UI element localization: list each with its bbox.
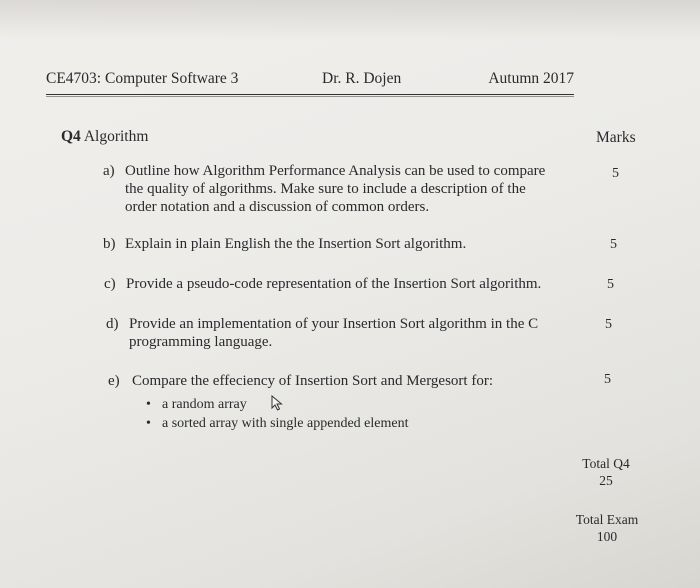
bullet-text: a random array bbox=[162, 397, 247, 412]
header-rule bbox=[46, 94, 574, 95]
part-marks: 5 bbox=[610, 237, 617, 252]
part-text-line: programming language. bbox=[129, 334, 273, 350]
part-text-line: Provide an implementation of your Insertion Sort algorithm in the C bbox=[129, 316, 539, 332]
part-text-line: Provide a pseudo-code representation of the Insertion Sort algorithm. bbox=[126, 276, 542, 292]
page-shadow bbox=[0, 0, 700, 40]
part-marks: 5 bbox=[604, 372, 611, 387]
part-label: b) bbox=[103, 236, 116, 252]
part-text-line: Compare the effeciency of Insertion Sort and Mergesort for: bbox=[132, 373, 493, 389]
exam-page: CE4703: Computer Software 3 Dr. R. Dojen Autumn 2017 Q4 Algorithm Marks a) Outline how Algorithm Performance Analysis can be used to compare the quality of algorithms. Make sure to include a description of the order notation and a discussion of common orders. 5 b) Explain in plain English the the Insertion Sort algorithm. 5 c) Provide a pseudo-code representation of the Insertion Sort algorithm. 5 d) Provide an implementation of your Insertion Sort algorithm in the C programming language. 5 e) Compare the effeciency of Insertion Sort and Mergesort for: 5 • a random array • a sorted array with single appended element Total Q4 25 Total Exam 100 bbox=[0, 0, 700, 588]
part-text-line: Outline how Algorithm Performance Analysis can be used to compare bbox=[125, 163, 546, 179]
part-text-line: Explain in plain English the the Insertion Sort algorithm. bbox=[125, 236, 467, 252]
part-marks: 5 bbox=[607, 277, 614, 292]
total-exam-value: 100 bbox=[596, 529, 618, 544]
course-title: CE4703: Computer Software 3 bbox=[46, 70, 239, 87]
part-text-line: the quality of algorithms. Make sure to include a description of the bbox=[125, 181, 526, 197]
question-title: Algorithm bbox=[83, 128, 149, 145]
part-label: d) bbox=[106, 316, 119, 332]
part-marks: 5 bbox=[612, 166, 619, 181]
lecturer-name: Dr. R. Dojen bbox=[322, 70, 402, 87]
part-label: a) bbox=[103, 163, 115, 179]
part-marks: 5 bbox=[605, 317, 612, 332]
total-question-label: Total Q4 bbox=[582, 456, 630, 471]
question-heading bbox=[61, 128, 148, 146]
total-exam-label: Total Exam bbox=[575, 512, 639, 527]
total-question-value: 25 bbox=[599, 473, 613, 488]
header-rule-shadow bbox=[46, 96, 574, 97]
part-label: e) bbox=[108, 373, 120, 389]
page-header bbox=[46, 70, 574, 94]
question-number: Q4 bbox=[61, 128, 81, 145]
total-question bbox=[570, 455, 642, 489]
term-label: Autumn 2017 bbox=[488, 70, 574, 87]
part-label: c) bbox=[104, 276, 116, 292]
marks-heading: Marks bbox=[596, 129, 636, 146]
total-exam bbox=[563, 511, 651, 545]
bullet-text: a sorted array with single appended element bbox=[162, 416, 409, 431]
mouse-pointer-icon bbox=[271, 395, 285, 411]
part-text-line: order notation and a discussion of common orders. bbox=[125, 199, 430, 215]
